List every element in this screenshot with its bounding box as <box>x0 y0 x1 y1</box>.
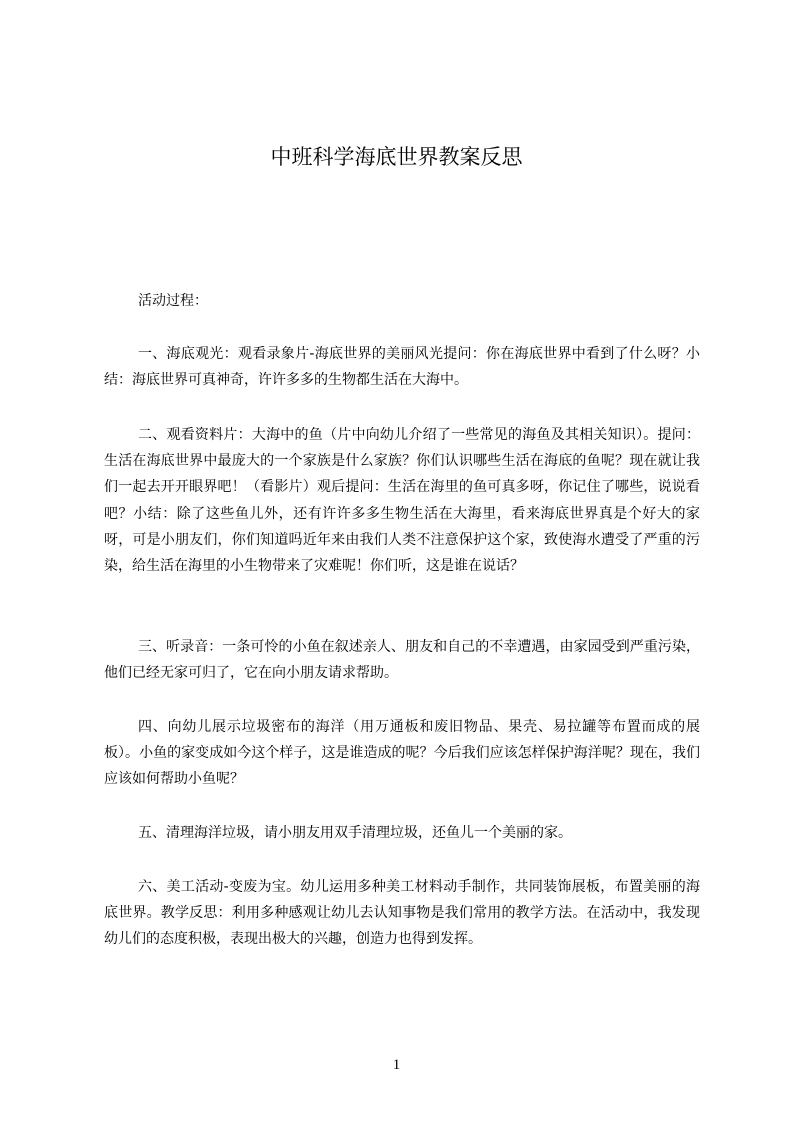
paragraph-step-2: 二、观看资料片：大海中的鱼（片中向幼儿介绍了一些常见的海鱼及其相关知识）。提问：生活在海底世界中最庞大的一个家族是什么家族？你们认识哪些生活在海底的鱼呢？现在就让我们一起去开开眼界吧！（看影片）观后提问：生活在海里的鱼可真多呀，你记住了哪些，说说看吧？小结：除了这些鱼儿外，还有许许多多生物生活在大海里，看来海底世界真是个好大的家呀，可是小朋友们，你们知道吗近年来由我们人类不注意保护这个家，致使海水遭受了严重的污染，给生活在海里的小生物带来了灾难呢！你们听，这是谁在说话？ <box>104 427 700 575</box>
paragraph-step-1: 一、海底观光：观看录象片-海底世界的美丽风光提问：你在海底世界中看到了什么呀？小结：海底世界可真神奇，许许多多的生物都生活在大海中。 <box>104 346 700 389</box>
page-title: 中班科学海底世界教案反思 <box>270 145 523 169</box>
paragraph-step-3: 三、听录音：一条可怜的小鱼在叙述亲人、朋友和自己的不幸遭遇，由家园受到严重污染，他们已经无家可归了，它在向小朋友请求帮助。 <box>104 639 700 682</box>
page-number: 1 <box>392 1057 401 1073</box>
paragraph-process-heading: 活动过程： <box>138 293 208 309</box>
paragraph-step-4: 四、向幼儿展示垃圾密布的海洋（用万通板和废旧物品、果壳、易拉罐等布置而成的展板）。小鱼的家变成如今这个样子，这是谁造成的呢？今后我们应该怎样保护海洋呢？现在，我们应该如何帮助小鱼呢？ <box>104 719 700 788</box>
paragraph-step-6: 六、美工活动-变废为宝。幼儿运用多种美工材料动手制作，共同装饰展板，布置美丽的海底世界。教学反思：利用多种感观让幼儿去认知事物是我们常用的教学方法。在活动中，我发现幼儿们的态度积极，表现出极大的兴趣，创造力也得到发挥。 <box>104 879 700 948</box>
paragraph-step-5: 五、清理海洋垃圾，请小朋友用双手清理垃圾，还鱼儿一个美丽的家。 <box>138 825 572 841</box>
